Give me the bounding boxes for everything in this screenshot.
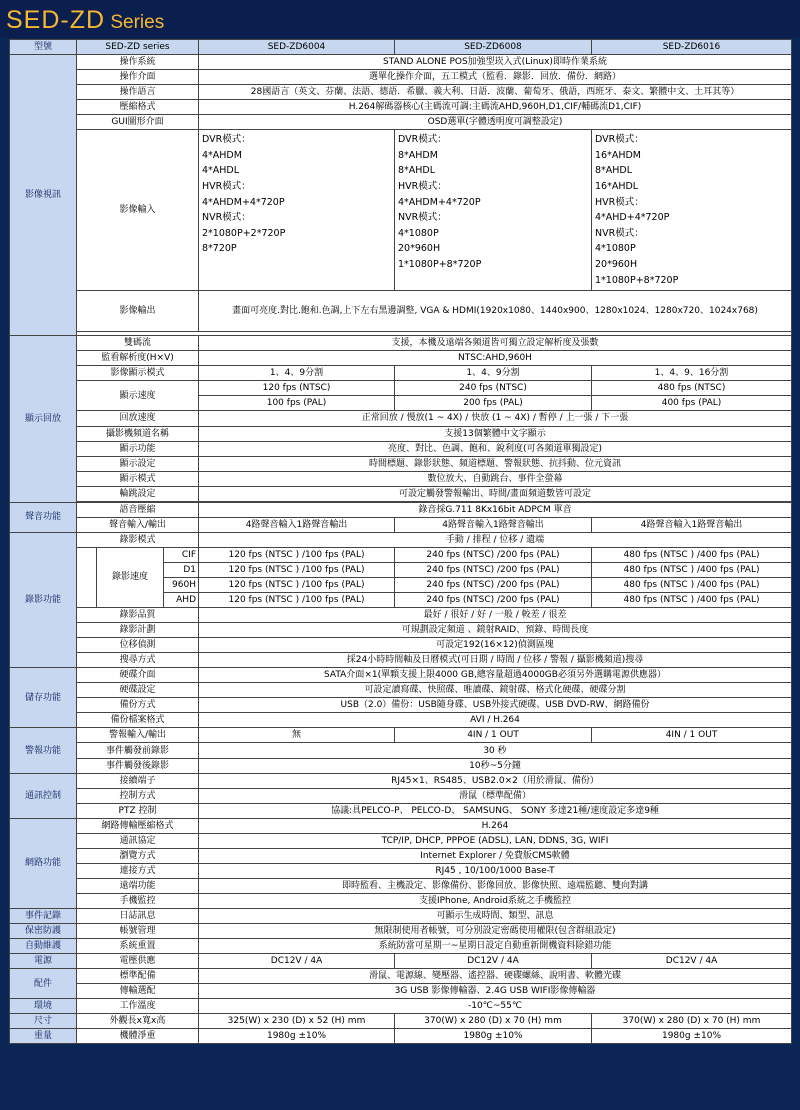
row-value: DC12V / 4A <box>592 954 792 969</box>
row-label: 通訊協定 <box>77 833 199 848</box>
category-event: 事件記錄 <box>10 909 77 924</box>
table-row <box>10 848 792 863</box>
table-row <box>10 713 792 728</box>
row-label: 顯示設定 <box>77 456 199 471</box>
row-value: 480 fps (NTSC ) /400 fps (PAL) <box>592 577 792 592</box>
row-label: 影像輸入 <box>77 130 199 291</box>
row-label: 錄影速度 <box>97 547 164 607</box>
table-row <box>10 878 792 893</box>
row-label: 錄影品質 <box>77 608 199 623</box>
resolution-cell: CIF <box>164 547 199 562</box>
row-value: 亮度、對比、色調、飽和、銳利度(可各頻道單獨設定) <box>199 441 792 456</box>
spacer-cell <box>77 547 97 607</box>
row-value: TCP/IP, DHCP, PPPOE (ADSL), LAN, DDNS, 3G, WIFI <box>199 833 792 848</box>
row-value: 錄音採G.711 8Kx16bit ADPCM 單音 <box>199 502 792 517</box>
row-label: 帳號管理 <box>77 924 199 939</box>
row-label: 雙碼流 <box>77 336 199 351</box>
table-row <box>10 623 792 638</box>
row-value: 370(W) x 280 (D) x 70 (H) mm <box>592 1014 792 1029</box>
row-label: PTZ 控制 <box>77 803 199 818</box>
row-label: 操作系統 <box>77 55 199 70</box>
category-maint: 自動維護 <box>10 939 77 954</box>
row-value: 240 fps (NTSC) <box>395 381 592 396</box>
row-label: 回放速度 <box>77 411 199 426</box>
row-label: 語音壓縮 <box>77 502 199 517</box>
row-label: 顯示功能 <box>77 441 199 456</box>
row-value: 100 fps (PAL) <box>199 396 395 411</box>
row-label: 工作溫度 <box>77 999 199 1014</box>
category-video: 影像視訊 <box>10 55 77 336</box>
row-value: 4路聲音輸入1路聲音輸出 <box>395 517 592 532</box>
row-label: 網路傳輸壓縮格式 <box>77 818 199 833</box>
category-comm: 通訊控制 <box>10 773 77 818</box>
row-value: 協議:具PELCO-P、 PELCO-D、 SAMSUNG、 SONY 多達21種/速度設定多達9種 <box>199 803 792 818</box>
row-label: 硬碟設定 <box>77 683 199 698</box>
video-input-col2: DVR模式： 8*AHDM 8*AHDL HVR模式： 4*AHDM+4*720P NVR模式： 4*1080P 20*960H 1*1080P+8*720P <box>395 130 592 291</box>
table-row <box>10 743 792 758</box>
row-value: 240 fps (NTSC) /200 fps (PAL) <box>395 593 592 608</box>
row-value: 時間標題、錄影狀態、頻道標題、警報狀態、抗抖動、位元資訊 <box>199 456 792 471</box>
table-row <box>10 893 792 908</box>
row-label: 外觀長x寬x高 <box>77 1014 199 1029</box>
row-value: 1、4、9分割 <box>199 366 395 381</box>
row-label: 硬碟介面 <box>77 668 199 683</box>
row-label: 日誌訊息 <box>77 909 199 924</box>
table-row <box>10 471 792 486</box>
table-row <box>10 728 792 743</box>
table-row <box>10 40 792 55</box>
title-main: SED-ZD <box>6 6 106 34</box>
table-row <box>10 638 792 653</box>
table-row <box>10 1029 792 1044</box>
row-value: 滑鼠、電源線、變壓器、遙控器、硬碟螺絲、說明書、軟體光碟 <box>199 969 792 984</box>
table-row <box>10 833 792 848</box>
row-label: 影像顯示模式 <box>77 366 199 381</box>
table-row <box>10 653 792 668</box>
row-label: 手機監控 <box>77 893 199 908</box>
spec-table <box>9 39 792 1044</box>
row-value: 370(W) x 280 (D) x 70 (H) mm <box>395 1014 592 1029</box>
row-label: 輪跳設定 <box>77 486 199 501</box>
row-value: 200 fps (PAL) <box>395 396 592 411</box>
row-label: 電壓供應 <box>77 954 199 969</box>
table-row <box>10 502 792 517</box>
row-label: 壓縮格式 <box>77 100 199 115</box>
row-value: 4IN / 1 OUT <box>592 728 792 743</box>
resolution-cell: 960H <box>164 577 199 592</box>
row-value: 支援，本機及遠端各頻道皆可獨立設定解析度及張數 <box>199 336 792 351</box>
table-row <box>10 758 792 773</box>
row-label: 監看解析度(H×V) <box>77 351 199 366</box>
category-record: 錄影功能 <box>10 532 77 667</box>
row-value: 無限制使用者帳號，可分別設定密碼使用權限(包含群組設定) <box>199 924 792 939</box>
row-label: 備份方式 <box>77 698 199 713</box>
table-row <box>10 1014 792 1029</box>
row-value: 4IN / 1 OUT <box>395 728 592 743</box>
table-row <box>10 818 792 833</box>
table-row <box>10 70 792 85</box>
resolution-cell: D1 <box>164 562 199 577</box>
row-label: 機體淨重 <box>77 1029 199 1044</box>
row-value: 1980g ±10% <box>199 1029 395 1044</box>
model-cell: SED-ZD6016 <box>592 40 792 55</box>
row-label: GUI圖形介面 <box>77 115 199 130</box>
header-bar <box>0 0 800 38</box>
table-row <box>10 411 792 426</box>
row-value: 滑鼠（標準配備） <box>199 788 792 803</box>
table-row <box>10 788 792 803</box>
row-label: 警報輸入/輸出 <box>77 728 199 743</box>
row-value: 480 fps (NTSC ) /400 fps (PAL) <box>592 562 792 577</box>
category-alarm: 警報功能 <box>10 728 77 773</box>
table-row <box>10 456 792 471</box>
category-audio: 聲音功能 <box>10 502 77 532</box>
table-row <box>10 486 792 501</box>
row-value: 480 fps (NTSC ) /400 fps (PAL) <box>592 547 792 562</box>
row-value: 240 fps (NTSC) /200 fps (PAL) <box>395 562 592 577</box>
table-row <box>10 336 792 351</box>
row-value: RJ45 , 10/100/1000 Base-T <box>199 863 792 878</box>
row-label: 傳輸選配 <box>77 984 199 999</box>
row-value: STAND ALONE POS加強型崁入式(Linux)即時作業系統 <box>199 55 792 70</box>
table-row <box>10 100 792 115</box>
row-value: 30 秒 <box>199 743 792 758</box>
row-value: 畫面可亮度.對比.飽和.色調,上下左右黑邊調整, VGA & HDMI(1920x1080、1440x900、1280x1024、1280x720、1024x768) <box>199 291 792 332</box>
row-value: 4路聲音輸入1路聲音輸出 <box>592 517 792 532</box>
row-value: DC12V / 4A <box>395 954 592 969</box>
row-value: 1、4、9分割 <box>395 366 592 381</box>
table-row <box>10 954 792 969</box>
row-label: 顯示模式 <box>77 471 199 486</box>
row-value: 120 fps (NTSC ) /100 fps (PAL) <box>199 577 395 592</box>
video-input-col1: DVR模式： 4*AHDM 4*AHDL HVR模式： 4*AHDM+4*720P NVR模式： 2*1080P+2*720P 8*720P <box>199 130 395 291</box>
table-row <box>10 441 792 456</box>
row-value: 可設定觸發警報輸出、時間/畫面頻道數皆可設定 <box>199 486 792 501</box>
row-value: 480 fps (NTSC ) /400 fps (PAL) <box>592 593 792 608</box>
row-label: 事件觸發後錄影 <box>77 758 199 773</box>
row-value: 可設定192(16×12)偵測區塊 <box>199 638 792 653</box>
row-value: RJ45×1、RS485、USB2.0×2（用於滑鼠、備份） <box>199 773 792 788</box>
row-label: 錄影模式 <box>77 532 199 547</box>
row-label: 連接方式 <box>77 863 199 878</box>
row-label: 搜尋方式 <box>77 653 199 668</box>
table-row <box>10 547 792 562</box>
row-value: 支援IPhone, Android系統之手機監控 <box>199 893 792 908</box>
row-value: 120 fps (NTSC ) /100 fps (PAL) <box>199 593 395 608</box>
table-row <box>10 698 792 713</box>
table-row <box>10 924 792 939</box>
row-value: 選單化操作介面，五工模式（監看．錄影．回放．備份．網路） <box>199 70 792 85</box>
row-label: 聲音輸入/輸出 <box>77 517 199 532</box>
table-row <box>10 909 792 924</box>
row-value: 可規劃設定頻道 、鏡射RAID、預錄、時間長度 <box>199 623 792 638</box>
row-value: 240 fps (NTSC) /200 fps (PAL) <box>395 577 592 592</box>
row-value: 10秒~5分鐘 <box>199 758 792 773</box>
table-row <box>10 517 792 532</box>
row-value: 240 fps (NTSC) /200 fps (PAL) <box>395 547 592 562</box>
table-row <box>10 85 792 100</box>
row-label: 接續端子 <box>77 773 199 788</box>
row-label: 操作介面 <box>77 70 199 85</box>
row-value: OSD選單(字體透明度可調整設定) <box>199 115 792 130</box>
row-label: 位移偵測 <box>77 638 199 653</box>
table-row <box>10 55 792 70</box>
row-label: 瀏覽方式 <box>77 848 199 863</box>
table-row <box>10 532 792 547</box>
table-row <box>10 984 792 999</box>
row-value: 即時監看、主機設定、影像備份、影像回放、影像快照、遠端監聽、雙向對講 <box>199 878 792 893</box>
row-value: NTSC:AHD,960H <box>199 351 792 366</box>
row-value: 28國語言（英文、芬蘭、法語、德語．希臘、義大利、日語．波蘭、葡萄牙、俄語，西班牙、泰文、繁體中文、土耳其等） <box>199 85 792 100</box>
category-accessory: 配件 <box>10 969 77 999</box>
row-value: 可顯示生成時間、類型、訊息 <box>199 909 792 924</box>
model-label: 型號 <box>10 40 77 55</box>
series-label: SED-ZD series <box>77 40 199 55</box>
table-row <box>10 683 792 698</box>
category-network: 網路功能 <box>10 818 77 908</box>
table-row <box>10 863 792 878</box>
table-row <box>10 999 792 1014</box>
row-label: 控制方式 <box>77 788 199 803</box>
row-value: H.264解碼器核心(主碼流可調:主碼流AHD,960H,D1,CIF/輔碼流D1,CIF) <box>199 100 792 115</box>
row-value: 4路聲音輸入1路聲音輸出 <box>199 517 395 532</box>
table-row <box>10 366 792 381</box>
model-cell: SED-ZD6004 <box>199 40 395 55</box>
resolution-cell: AHD <box>164 593 199 608</box>
row-value: 120 fps (NTSC ) /100 fps (PAL) <box>199 547 395 562</box>
row-value: 可設定讀寫碟、快照碟、唯讀碟、鏡射碟、格式化硬碟、硬碟分割 <box>199 683 792 698</box>
row-value: SATA介面×1(單顆支援上限4000 GB,總容量超過4000GB必須另外選購電源供應器） <box>199 668 792 683</box>
row-label: 攝影機頻道名稱 <box>77 426 199 441</box>
row-label: 影像輸出 <box>77 291 199 332</box>
row-value: -10℃~55℃ <box>199 999 792 1014</box>
table-row <box>10 668 792 683</box>
row-value: USB（2.0）備份：USB隨身碟、USB外接式硬碟、USB DVD-RW、網路備份 <box>199 698 792 713</box>
table-row <box>10 969 792 984</box>
category-size: 尺寸 <box>10 1014 77 1029</box>
category-weight: 重量 <box>10 1029 77 1044</box>
category-env: 環境 <box>10 999 77 1014</box>
row-label: 標準配備 <box>77 969 199 984</box>
row-label: 遠端功能 <box>77 878 199 893</box>
row-value: 1、4、9、16分割 <box>592 366 792 381</box>
row-value: 正常回放 / 慢放(1 ~ 4X) / 快放 (1 ~ 4X) / 暫停 / 上一張 / 下一張 <box>199 411 792 426</box>
title-sub: Series <box>105 12 165 33</box>
table-row <box>10 773 792 788</box>
row-label: 備份檔案格式 <box>77 713 199 728</box>
page-title <box>6 3 164 41</box>
row-value: 325(W) x 230 (D) x 52 (H) mm <box>199 1014 395 1029</box>
row-value: 1980g ±10% <box>592 1029 792 1044</box>
category-power: 電源 <box>10 954 77 969</box>
category-display: 顯示回放 <box>10 336 77 503</box>
row-value: 數位放大、自動跳台、事件全螢幕 <box>199 471 792 486</box>
row-value: 無 <box>199 728 395 743</box>
row-label: 操作語言 <box>77 85 199 100</box>
row-value: 120 fps (NTSC) <box>199 381 395 396</box>
row-value: Internet Explorer / 免費版CMS軟體 <box>199 848 792 863</box>
table-row <box>10 130 792 291</box>
table-row <box>10 939 792 954</box>
row-value: 1980g ±10% <box>395 1029 592 1044</box>
table-row <box>10 351 792 366</box>
table-row <box>10 803 792 818</box>
table-row <box>10 115 792 130</box>
row-value: AVI / H.264 <box>199 713 792 728</box>
row-value: 手動 / 排程 / 位移 / 遺端 <box>199 532 792 547</box>
table-row <box>10 291 792 332</box>
table-row <box>10 608 792 623</box>
category-security: 保密防護 <box>10 924 77 939</box>
row-value: 120 fps (NTSC ) /100 fps (PAL) <box>199 562 395 577</box>
row-label: 系統重置 <box>77 939 199 954</box>
row-value: 3G USB 影像傳輸器、2.4G USB WIFI影像傳輸器 <box>199 984 792 999</box>
category-storage: 儲存功能 <box>10 668 77 728</box>
table-row <box>10 381 792 396</box>
table-row <box>10 426 792 441</box>
row-value: H.264 <box>199 818 792 833</box>
row-value: 採24小時時間軸及日曆模式(可日期 / 時間 / 位移 / 警報 / 攝影機頻道)搜尋 <box>199 653 792 668</box>
row-value: DC12V / 4A <box>199 954 395 969</box>
row-label: 事件觸發前錄影 <box>77 743 199 758</box>
row-value: 系統防當可星期一~星期日設定自動重新開機資料除錯功能 <box>199 939 792 954</box>
row-value: 最好 / 很好 / 好 / 一般 / 較差 / 很差 <box>199 608 792 623</box>
row-value: 400 fps (PAL) <box>592 396 792 411</box>
row-label: 顯示速度 <box>77 381 199 411</box>
video-input-col3: DVR模式： 16*AHDM 8*AHDL 16*AHDL HVR模式： 4*AHD+4*720P NVR模式： 4*1080P 20*960H 1*1080P+8*720P <box>592 130 792 291</box>
row-value: 480 fps (NTSC) <box>592 381 792 396</box>
row-value: 支援13個繁體中文字顯示 <box>199 426 792 441</box>
row-label: 錄影計劃 <box>77 623 199 638</box>
model-cell: SED-ZD6008 <box>395 40 592 55</box>
